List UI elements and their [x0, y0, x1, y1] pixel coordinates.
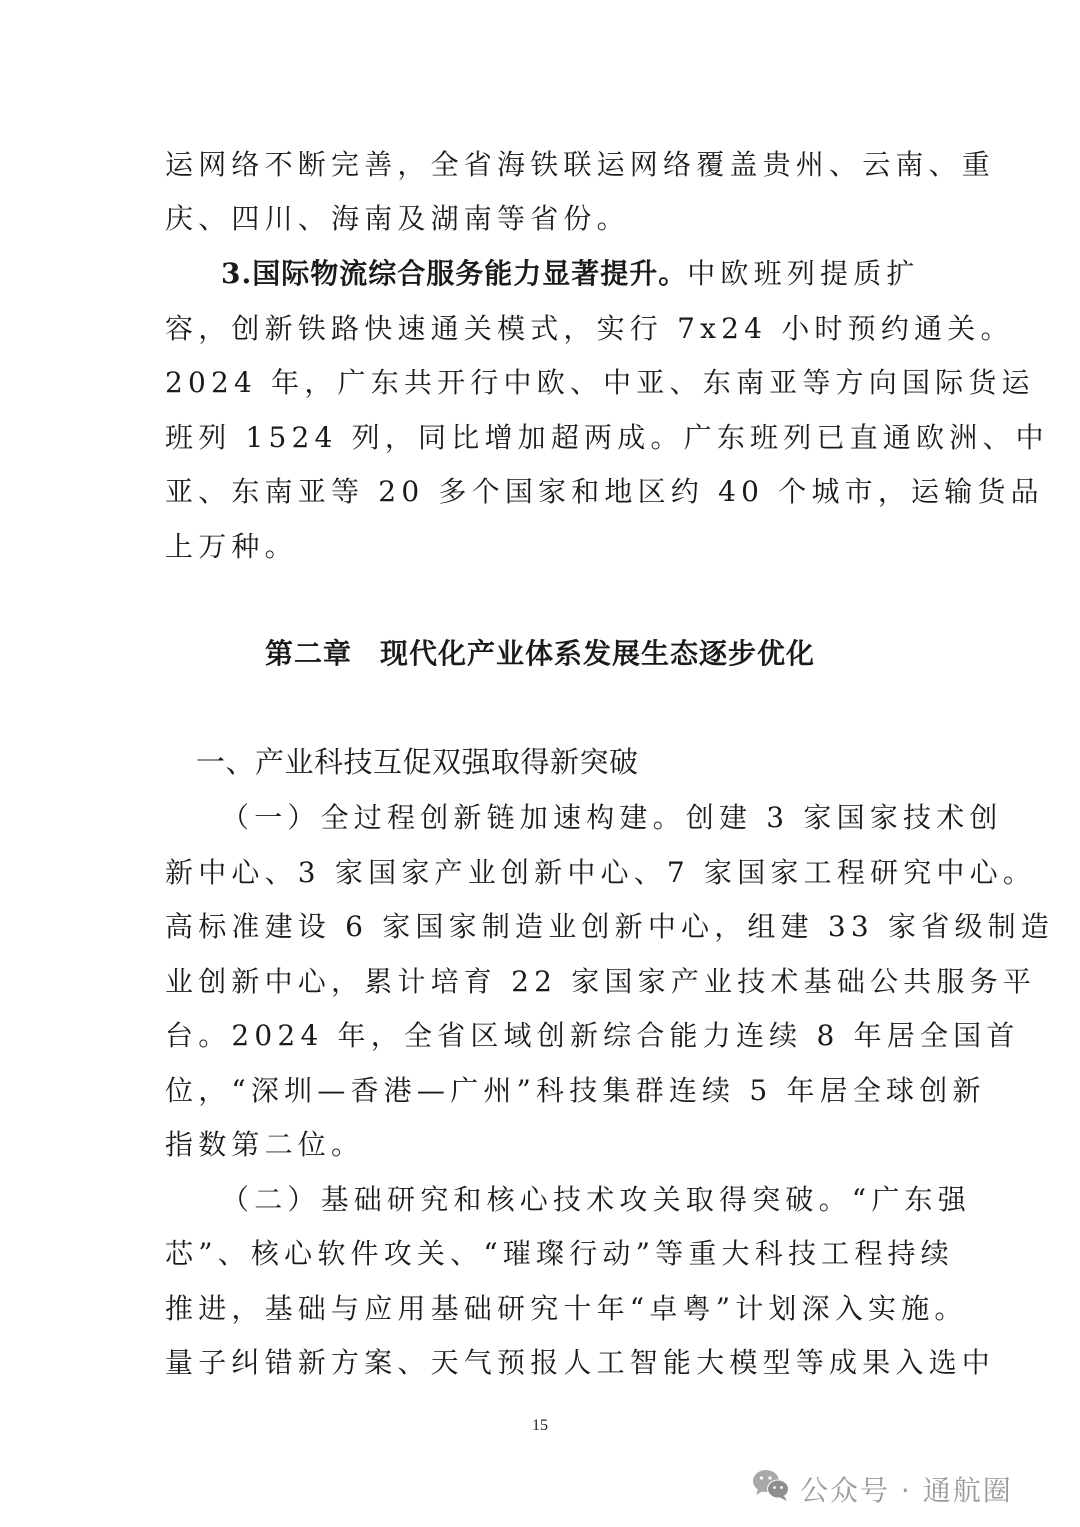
paragraph-line: 业创新中心，累计培育 22 家国家产业技术基础公共服务平: [165, 965, 1037, 998]
paragraph-line: 新中心、3 家国家产业创新中心、7 家国家工程研究中心。: [165, 856, 1037, 889]
chapter-number: 第二章: [264, 637, 352, 670]
paragraph-line: 容，创新铁路快速通关模式，实行 7x24 小时预约通关。: [165, 312, 1014, 345]
section-title: 一、产业科技互促双强取得新突破: [196, 745, 639, 779]
paragraph-line: 高标准建设 6 家国家制造业创新中心，组建 33 家省级制造: [165, 910, 1055, 943]
paragraph-line: 亚、东南亚等 20 多个国家和地区约 40 个城市，运输货品: [165, 475, 1044, 508]
chapter-title: [0, 636, 1080, 672]
page-number: 15: [532, 1417, 548, 1434]
section-3-first-line: [221, 256, 920, 292]
paragraph-line: 台。2024 年，全省区域创新综合能力连续 8 年居全国首: [165, 1019, 1020, 1052]
section-3-first-line-rest: 中欧班列提质扩: [687, 257, 920, 290]
wechat-icon: [752, 1468, 800, 1509]
section-3-heading: 3.国际物流综合服务能力显著提升。: [221, 257, 688, 290]
paragraph-line: 庆、四川、海南及湖南等省份。: [165, 202, 630, 235]
watermark-text: 公众号 · 通航圈: [800, 1473, 1013, 1507]
paragraph-line: 班列 1524 列，同比增加超两成。广东班列已直通欧洲、中: [165, 421, 1049, 454]
paragraph-line: 芯”、核心软件攻关、“璀璨行动”等重大科技工程持续: [165, 1237, 954, 1270]
paragraph-line: 量子纠错新方案、天气预报人工智能大模型等成果入选中: [165, 1346, 996, 1379]
paragraph-line: 2024 年，广东共开行中欧、中亚、东南亚等方向国际货运: [165, 366, 1035, 399]
paragraph-line: 位，“深圳—香港—广州”科技集群连续 5 年居全球创新: [165, 1074, 986, 1107]
sub-1-first-line: （一）全过程创新链加速构建。创建 3 家国家技术创: [221, 801, 1003, 834]
paragraph-line: 运网络不断完善，全省海铁联运网络覆盖贵州、云南、重: [165, 148, 996, 181]
watermark: [752, 1468, 1013, 1509]
paragraph-line: 指数第二位。: [165, 1128, 365, 1161]
sub-2-first-line: （二）基础研究和核心技术攻关取得突破。“广东强: [221, 1183, 971, 1216]
paragraph-line: 推进，基础与应用基础研究十年“卓粤”计划深入实施。: [165, 1292, 968, 1325]
chapter-name: 现代化产业体系发展生态逐步优化: [380, 637, 816, 670]
paragraph-line: 上万种。: [165, 530, 298, 563]
